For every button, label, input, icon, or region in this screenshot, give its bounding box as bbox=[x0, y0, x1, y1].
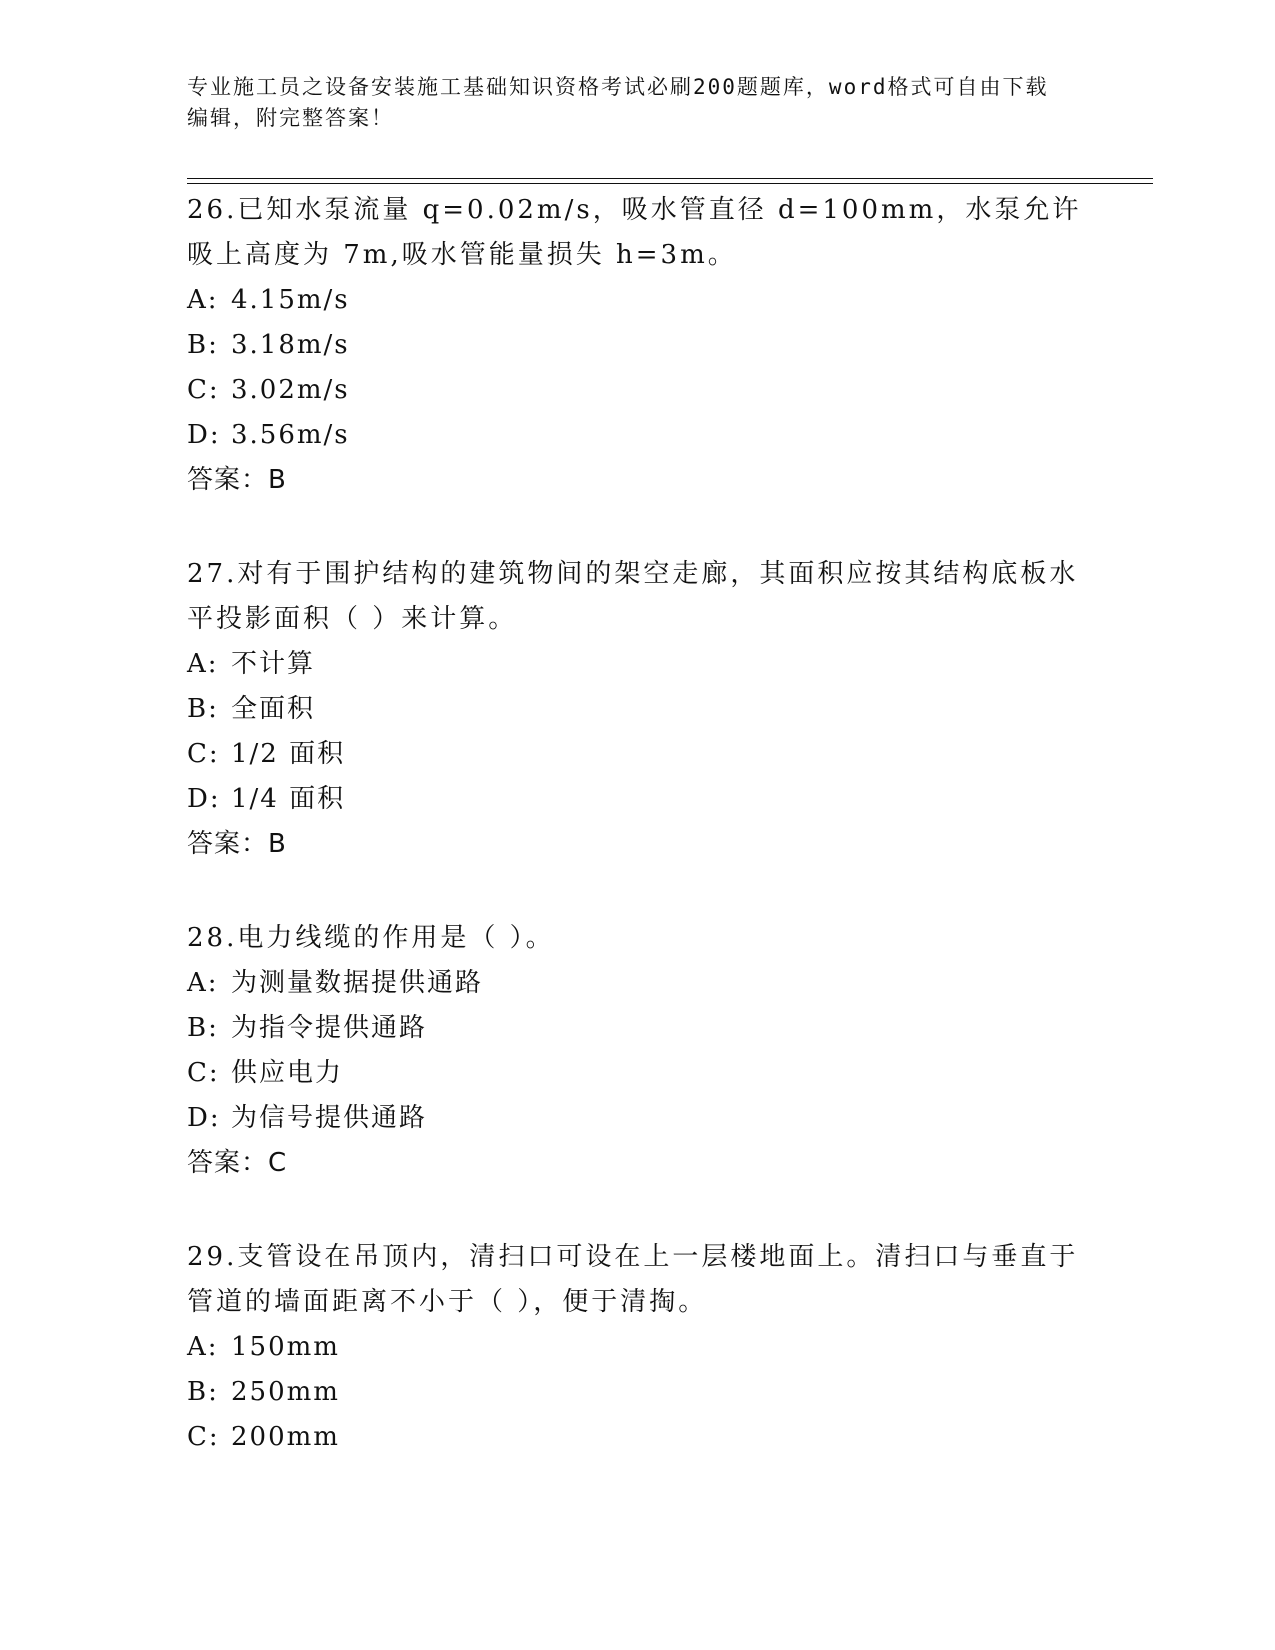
option-b bbox=[187, 1006, 1087, 1051]
option-letter: A: bbox=[187, 968, 219, 998]
option-c bbox=[187, 1415, 1087, 1460]
option-letter: A: bbox=[187, 649, 219, 679]
option-letter: B: bbox=[187, 694, 219, 724]
option-letter: C: bbox=[187, 1422, 220, 1452]
option-letter: D: bbox=[187, 784, 221, 814]
question-28 bbox=[187, 916, 1087, 1186]
option-text: 250mm bbox=[231, 1377, 340, 1407]
option-text: 4.15m/s bbox=[231, 285, 350, 315]
option-text: 1/4 面积 bbox=[231, 784, 346, 814]
option-text: 3.18m/s bbox=[231, 330, 350, 360]
option-text: 1/2 面积 bbox=[231, 739, 346, 769]
option-letter: B: bbox=[187, 330, 219, 360]
option-text: 150mm bbox=[231, 1332, 340, 1362]
answer-label: 答案：B bbox=[187, 829, 287, 859]
question-26 bbox=[187, 188, 1087, 503]
header-divider-top bbox=[187, 178, 1153, 179]
option-text: 全面积 bbox=[231, 694, 316, 724]
option-text: 不计算 bbox=[231, 649, 316, 679]
option-a bbox=[187, 642, 1087, 687]
option-a bbox=[187, 278, 1087, 323]
option-b bbox=[187, 687, 1087, 732]
option-letter: A: bbox=[187, 285, 219, 315]
option-d bbox=[187, 413, 1087, 458]
question-27 bbox=[187, 552, 1087, 867]
question-stem: 26.已知水泵流量 q=0.02m/s，吸水管直径 d=100mm，水泵允许吸上高度为 7m,吸水管能量损失 h=3m。 bbox=[187, 195, 1082, 270]
document-header: 专业施工员之设备安装施工基础知识资格考试必刷200题题库，word格式可自由下载编辑，附完整答案！ bbox=[187, 75, 1049, 130]
option-d bbox=[187, 1096, 1087, 1141]
option-text: 为信号提供通路 bbox=[231, 1103, 428, 1133]
option-letter: B: bbox=[187, 1013, 219, 1043]
option-letter: A: bbox=[187, 1332, 219, 1362]
option-text: 为测量数据提供通路 bbox=[231, 968, 484, 998]
answer-label: 答案：B bbox=[187, 465, 287, 495]
option-letter: D: bbox=[187, 420, 221, 450]
option-text: 3.56m/s bbox=[231, 420, 350, 450]
option-letter: C: bbox=[187, 739, 220, 769]
question-29 bbox=[187, 1235, 1087, 1460]
option-b bbox=[187, 1370, 1087, 1415]
option-d bbox=[187, 777, 1087, 822]
option-c bbox=[187, 368, 1087, 413]
option-letter: C: bbox=[187, 1058, 220, 1088]
question-stem: 29.支管设在吊顶内，清扫口可设在上一层楼地面上。清扫口与垂直于管道的墙面距离不小于（ ），便于清掏。 bbox=[187, 1242, 1079, 1317]
option-a bbox=[187, 961, 1087, 1006]
option-text: 供应电力 bbox=[231, 1058, 344, 1088]
option-text: 为指令提供通路 bbox=[231, 1013, 428, 1043]
option-letter: B: bbox=[187, 1377, 219, 1407]
option-text: 200mm bbox=[231, 1422, 340, 1452]
answer-label: 答案：C bbox=[187, 1148, 288, 1178]
option-letter: D: bbox=[187, 1103, 221, 1133]
option-c bbox=[187, 1051, 1087, 1096]
question-stem: 27.对有于围护结构的建筑物间的架空走廊，其面积应按其结构底板水平投影面积（ ）来计算。 bbox=[187, 559, 1079, 634]
option-c bbox=[187, 732, 1087, 777]
option-b bbox=[187, 323, 1087, 368]
option-letter: C: bbox=[187, 375, 220, 405]
header-divider-bottom bbox=[187, 183, 1153, 184]
question-stem: 28.电力线缆的作用是（ ）。 bbox=[187, 923, 555, 953]
option-a bbox=[187, 1325, 1087, 1370]
option-text: 3.02m/s bbox=[231, 375, 350, 405]
